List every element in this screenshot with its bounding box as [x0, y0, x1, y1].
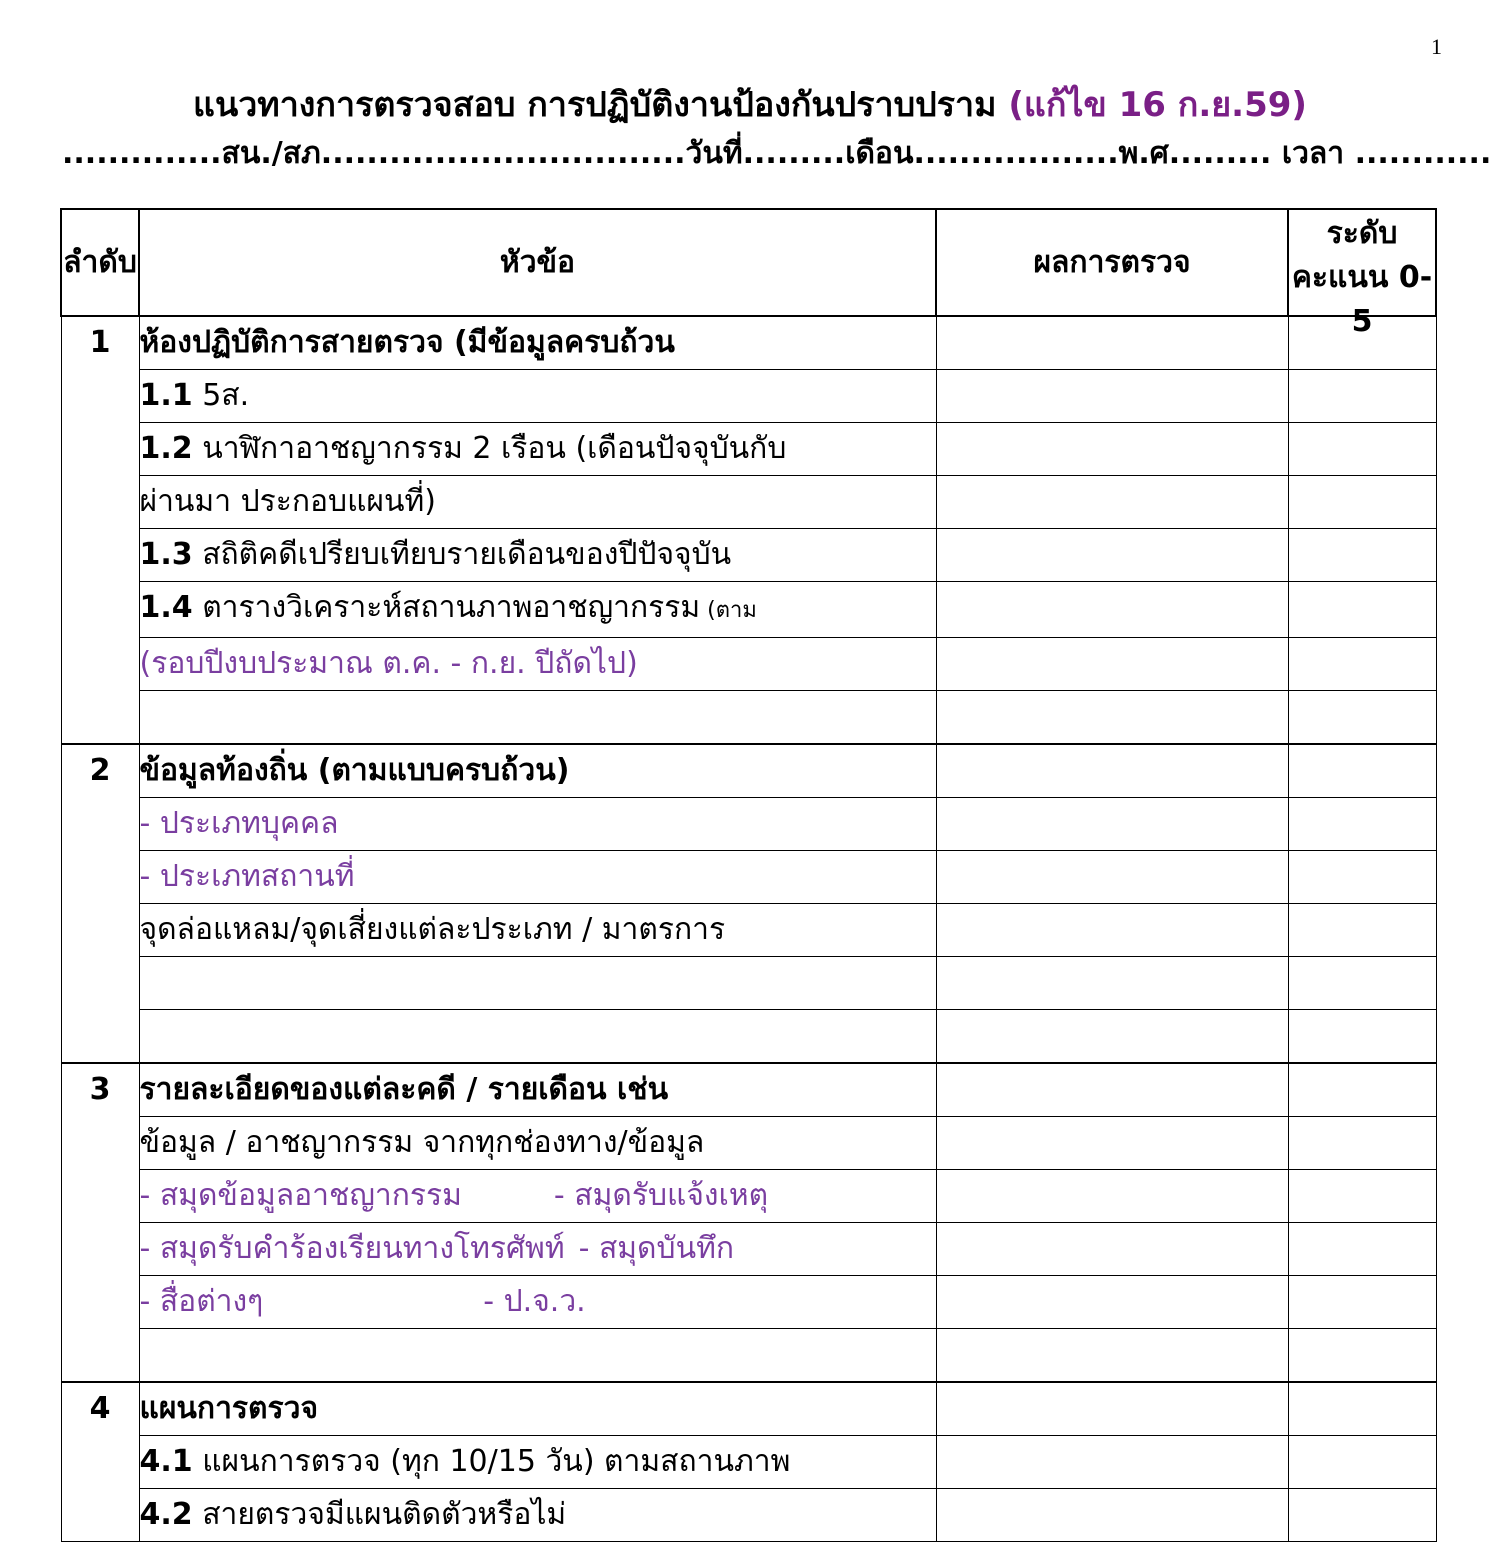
result-cell[interactable]	[936, 1117, 1288, 1170]
title-main: แนวทางการตรวจสอบ การปฏิบัติงานป้องกันปราบปราม	[193, 85, 997, 125]
score-cell[interactable]	[1288, 1382, 1436, 1436]
table-header-row	[61, 209, 1436, 316]
topic-cell	[139, 1117, 936, 1170]
result-cell[interactable]	[936, 1382, 1288, 1436]
item-text: รายละเอียดของแต่ละคดี / รายเดือน เช่น	[139, 1072, 669, 1107]
table-row	[61, 691, 1436, 745]
score-cell[interactable]	[1288, 1489, 1436, 1542]
item-number: 4.1	[139, 1444, 193, 1479]
table-body	[61, 316, 1436, 1542]
item-note: (ตาม	[700, 598, 757, 623]
table-row	[61, 370, 1436, 423]
table-row	[61, 1382, 1436, 1436]
table-row	[61, 744, 1436, 798]
topic-cell	[139, 957, 936, 1010]
table-row	[61, 1117, 1436, 1170]
topic-cell	[139, 691, 936, 745]
header-score-label: ระดับ คะแนน 0-5	[1291, 216, 1433, 339]
table-row	[61, 1170, 1436, 1223]
result-cell[interactable]	[936, 423, 1288, 476]
score-cell[interactable]	[1288, 798, 1436, 851]
item-text: - สมุดรับคำร้องเรียนทางโทรศัพท์	[139, 1231, 565, 1266]
result-cell[interactable]	[936, 1276, 1288, 1329]
item-text: 5ส.	[192, 378, 250, 413]
title-revision: (แก้ไข 16 ก.ย.59)	[1008, 85, 1307, 125]
table-row	[61, 638, 1436, 691]
topic-cell	[139, 744, 936, 798]
topic-cell	[139, 1382, 936, 1436]
item-text: ข้อมูลท้องถิ่น (ตามแบบครบถ้วน)	[139, 753, 570, 788]
item-number: 4.2	[139, 1497, 193, 1532]
score-cell[interactable]	[1288, 1170, 1436, 1223]
form-header-line: ..............สน./สภ................................วันที่.........เดือน..................พ.ศ......... เวลา ............	[62, 136, 1492, 171]
table-row	[61, 1010, 1436, 1064]
table-row	[61, 1063, 1436, 1117]
item-text: แผนการตรวจ (ทุก 10/15 วัน) ตามสถานภาพ	[192, 1444, 791, 1479]
header-result: ผลการตรวจ	[936, 209, 1288, 316]
score-cell[interactable]	[1288, 1223, 1436, 1276]
item-text: - ประเภทบุคคล	[139, 806, 339, 841]
score-cell[interactable]	[1288, 1063, 1436, 1117]
topic-cell	[139, 582, 936, 638]
section-number: 4	[61, 1382, 139, 1542]
score-cell[interactable]	[1288, 638, 1436, 691]
table-row	[61, 1276, 1436, 1329]
table-row	[61, 904, 1436, 957]
section-number: 3	[61, 1063, 139, 1382]
score-cell[interactable]	[1288, 1436, 1436, 1489]
score-cell[interactable]	[1288, 582, 1436, 638]
score-cell[interactable]	[1288, 744, 1436, 798]
result-cell[interactable]	[936, 904, 1288, 957]
result-cell[interactable]	[936, 957, 1288, 1010]
score-cell[interactable]	[1288, 851, 1436, 904]
table-row	[61, 423, 1436, 476]
result-cell[interactable]	[936, 638, 1288, 691]
item-text-secondary: - ป.จ.ว.	[483, 1284, 586, 1319]
inspection-table	[60, 208, 1437, 1542]
table-row	[61, 476, 1436, 529]
result-cell[interactable]	[936, 370, 1288, 423]
section-number: 1	[61, 316, 139, 744]
item-text: - ประเภทสถานที่	[139, 859, 355, 894]
table-row	[61, 1489, 1436, 1542]
item-text: ข้อมูล / อาชญากรรม จากทุกช่องทาง/ข้อมูล	[139, 1125, 705, 1160]
item-number: 1.1	[139, 378, 193, 413]
topic-cell	[139, 1063, 936, 1117]
topic-cell	[139, 904, 936, 957]
item-text-secondary: - สมุดรับแจ้งเหตุ	[553, 1178, 769, 1213]
document-title	[0, 80, 1500, 130]
item-text: ตารางวิเคราะห์สถานภาพอาชญากรรม	[192, 590, 701, 625]
item-number: 1.3	[139, 537, 193, 572]
item-text: สายตรวจมีแผนติดตัวหรือไม่	[192, 1497, 567, 1532]
topic-cell	[139, 1489, 936, 1542]
score-cell[interactable]	[1288, 1329, 1436, 1383]
item-text: (รอบปีงบประมาณ ต.ค. - ก.ย. ปีถัดไป)	[139, 646, 638, 681]
result-cell[interactable]	[936, 744, 1288, 798]
table-row	[61, 798, 1436, 851]
result-cell[interactable]	[936, 1010, 1288, 1064]
item-text: - สมุดข้อมูลอาชญากรรม	[139, 1178, 462, 1213]
score-cell[interactable]	[1288, 904, 1436, 957]
table-row	[61, 582, 1436, 638]
item-text: นาฬิกาอาชญากรรม 2 เรือน (เดือนปัจจุบันกับ	[192, 431, 787, 466]
topic-cell	[139, 1436, 936, 1489]
result-cell[interactable]	[936, 1329, 1288, 1383]
table-row	[61, 1436, 1436, 1489]
topic-cell	[139, 638, 936, 691]
score-cell[interactable]	[1288, 529, 1436, 582]
topic-cell	[139, 529, 936, 582]
item-number: 1.4	[139, 590, 193, 625]
item-text: แผนการตรวจ	[139, 1391, 319, 1426]
topic-cell	[139, 1329, 936, 1383]
score-cell[interactable]	[1288, 1010, 1436, 1064]
score-cell[interactable]	[1288, 423, 1436, 476]
score-cell[interactable]	[1288, 1117, 1436, 1170]
page-number: 1	[1431, 34, 1442, 59]
table-row	[61, 1329, 1436, 1383]
result-cell[interactable]	[936, 1436, 1288, 1489]
result-cell[interactable]	[936, 798, 1288, 851]
topic-cell	[139, 798, 936, 851]
topic-cell	[139, 851, 936, 904]
topic-cell	[139, 1223, 936, 1276]
result-cell[interactable]	[936, 1170, 1288, 1223]
result-cell[interactable]	[936, 316, 1288, 370]
topic-cell	[139, 370, 936, 423]
result-cell[interactable]	[936, 476, 1288, 529]
item-text: จุดล่อแหลม/จุดเสี่ยงแต่ละประเภท / มาตรการ	[139, 912, 726, 947]
score-cell[interactable]	[1288, 370, 1436, 423]
table-row	[61, 851, 1436, 904]
topic-cell	[139, 423, 936, 476]
result-cell[interactable]	[936, 529, 1288, 582]
result-cell[interactable]	[936, 691, 1288, 745]
item-number: 1.2	[139, 431, 193, 466]
table-row	[61, 529, 1436, 582]
table-row	[61, 316, 1436, 370]
item-text: ผ่านมา ประกอบแผนที่)	[139, 484, 436, 519]
topic-cell	[139, 1276, 936, 1329]
section-number: 2	[61, 744, 139, 1063]
score-cell[interactable]	[1288, 957, 1436, 1010]
table-row	[61, 957, 1436, 1010]
item-text-secondary: - สมุดบันทึก	[578, 1231, 735, 1266]
score-cell[interactable]	[1288, 1276, 1436, 1329]
item-text: สถิติคดีเปรียบเทียบรายเดือนของปีปัจจุบัน	[192, 537, 732, 572]
topic-cell	[139, 316, 936, 370]
table-row	[61, 1223, 1436, 1276]
score-cell[interactable]	[1288, 476, 1436, 529]
result-cell[interactable]	[936, 851, 1288, 904]
item-text: - สื่อต่างๆ	[139, 1284, 264, 1319]
topic-cell	[139, 476, 936, 529]
topic-cell	[139, 1010, 936, 1064]
score-cell[interactable]	[1288, 691, 1436, 745]
header-no: ลำดับ	[61, 209, 139, 316]
item-text: ห้องปฏิบัติการสายตรวจ (มีข้อมูลครบถ้วน	[139, 325, 675, 360]
header-topic: หัวข้อ	[139, 209, 936, 316]
topic-cell	[139, 1170, 936, 1223]
result-cell[interactable]	[936, 1489, 1288, 1542]
result-cell[interactable]	[936, 582, 1288, 638]
result-cell[interactable]	[936, 1063, 1288, 1117]
header-score	[1288, 209, 1436, 339]
result-cell[interactable]	[936, 1223, 1288, 1276]
